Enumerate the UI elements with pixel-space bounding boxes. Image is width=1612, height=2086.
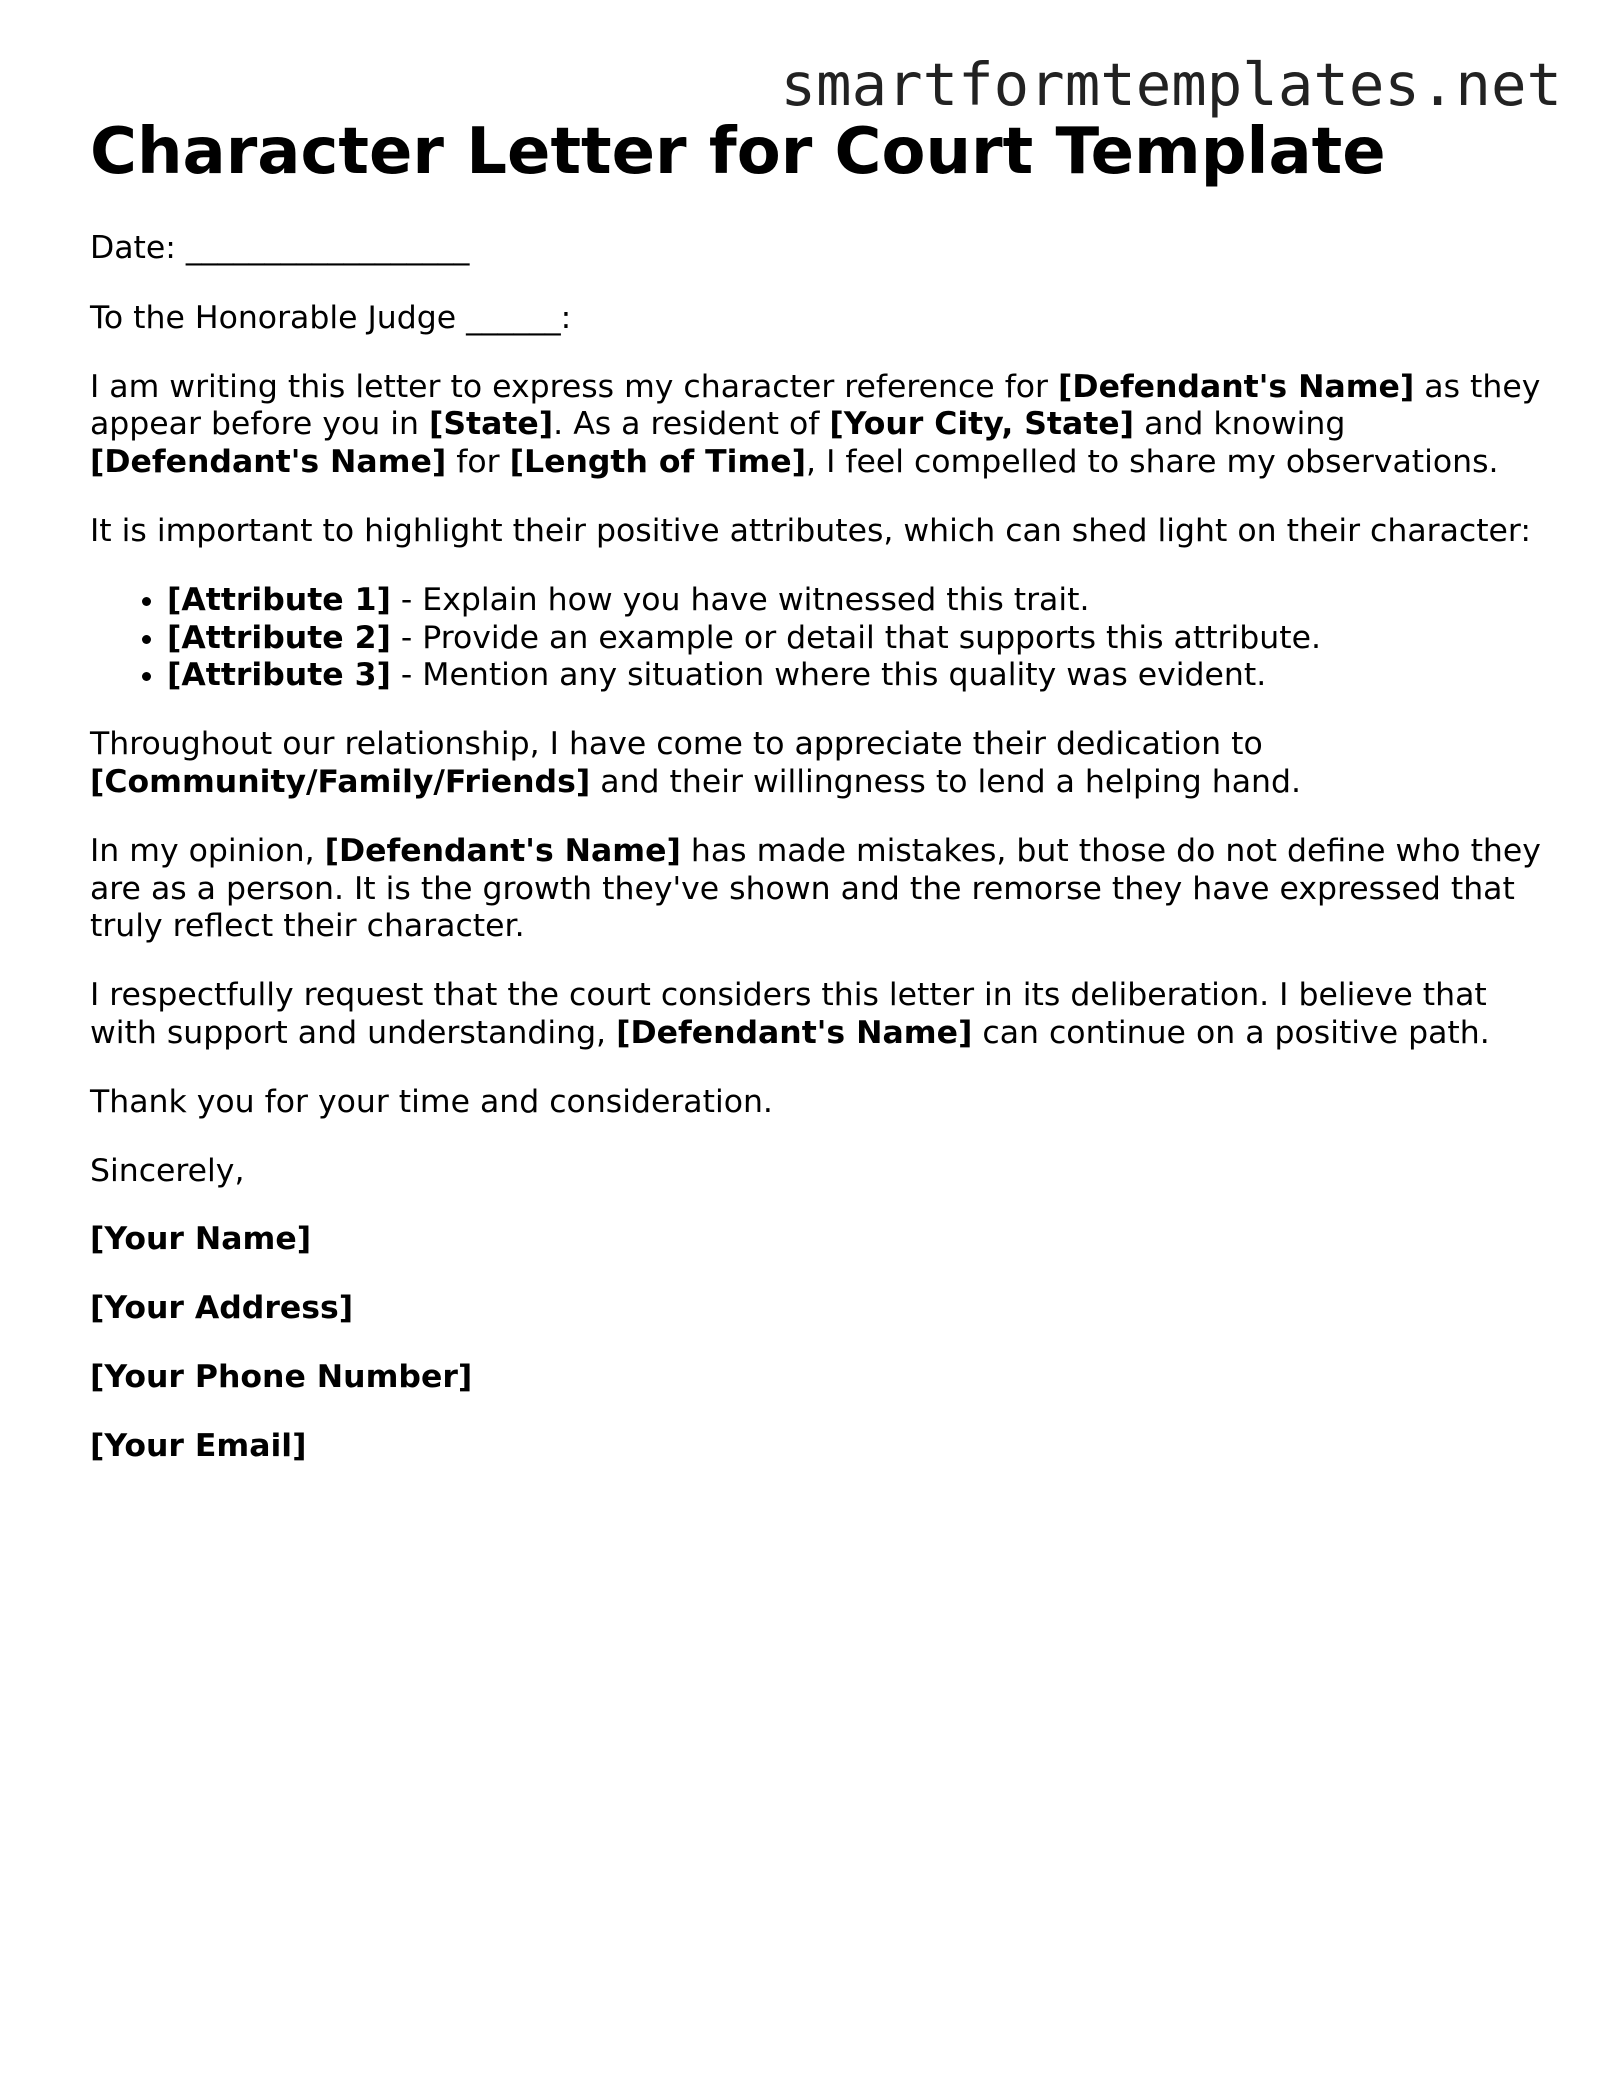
signature-name: [Your Name] xyxy=(90,1221,312,1258)
relationship-text-1: Throughout our relationship, I have come to appreciate their dedication to xyxy=(90,726,1263,763)
letter-document xyxy=(90,114,1550,1466)
intro-text-3: . As a resident of xyxy=(553,406,830,443)
placeholder-city-state: [Your City, State] xyxy=(829,406,1135,443)
request-paragraph xyxy=(90,977,1550,1053)
placeholder-defendant-name: [Defendant's Name] xyxy=(616,1014,973,1051)
date-line: Date: __________________ xyxy=(90,230,470,266)
placeholder-defendant-name: [Defendant's Name] xyxy=(1058,368,1415,405)
signature-address: [Your Address] xyxy=(90,1290,354,1327)
salutation: To the Honorable Judge ______: xyxy=(90,299,572,336)
intro-text-5: for xyxy=(446,444,510,481)
placeholder-defendant-name: [Defendant's Name] xyxy=(90,444,447,481)
placeholder-length-of-time: [Length of Time] xyxy=(509,444,807,481)
list-item xyxy=(167,657,1550,695)
site-watermark: smartformtemplates.net xyxy=(780,50,1562,119)
list-item xyxy=(167,620,1550,658)
intro-text-2: as they appear before you in xyxy=(90,368,1541,443)
attribute-label: [Attribute 3] xyxy=(167,657,391,694)
page-title: Character Letter for Court Template xyxy=(90,115,1386,189)
placeholder-defendant-name: [Defendant's Name] xyxy=(324,832,681,869)
intro-text-1: I am writing this letter to express my character reference for xyxy=(90,368,1059,405)
intro-text-6: , I feel compelled to share my observations. xyxy=(806,444,1499,481)
signature-email: [Your Email] xyxy=(90,1427,307,1464)
placeholder-state: [State] xyxy=(428,406,554,443)
relationship-text-2: and their willingness to lend a helping hand. xyxy=(590,763,1301,800)
closing-line: Sincerely, xyxy=(90,1152,245,1189)
attribute-label: [Attribute 2] xyxy=(167,619,391,656)
intro-paragraph xyxy=(90,369,1550,482)
signature-phone: [Your Phone Number] xyxy=(90,1358,473,1395)
opinion-paragraph xyxy=(90,833,1550,946)
relationship-paragraph xyxy=(90,726,1550,802)
thanks-line: Thank you for your time and consideration. xyxy=(90,1083,773,1120)
request-text-2: can continue on a positive path. xyxy=(972,1014,1490,1051)
intro-text-4: and knowing xyxy=(1134,406,1346,443)
list-item xyxy=(167,582,1550,620)
attributes-list xyxy=(90,582,1550,695)
opinion-text-1: In my opinion, xyxy=(90,832,325,869)
opinion-text-2: has made mistakes, but those do not define who they are as a person. It is the growth they've shown and the remorse they have expressed that truly reflect their character. xyxy=(90,832,1541,945)
attributes-intro: It is important to highlight their positive attributes, which can shed light on their character: xyxy=(90,512,1531,549)
request-text-1: I respectfully request that the court considers this letter in its deliberation. I believe that with support and understanding, xyxy=(90,977,1487,1051)
attribute-text: - Explain how you have witnessed this trait. xyxy=(390,581,1090,618)
placeholder-community: [Community/Family/Friends] xyxy=(90,763,591,800)
attribute-label: [Attribute 1] xyxy=(167,581,391,618)
attribute-text: - Mention any situation where this quality was evident. xyxy=(390,657,1267,694)
attribute-text: - Provide an example or detail that supports this attribute. xyxy=(390,619,1321,656)
